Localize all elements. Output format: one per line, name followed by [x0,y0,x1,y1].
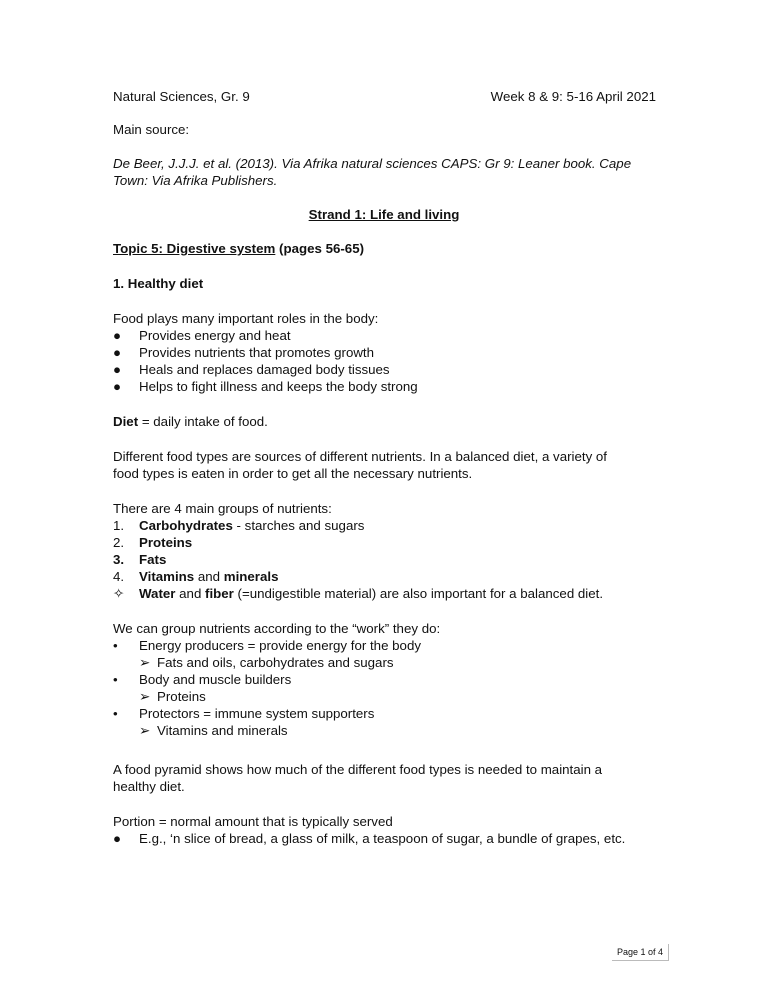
header-right: Week 8 & 9: 5-16 April 2021 [490,89,656,104]
list-item: • Protectors = immune system supporters [113,706,375,721]
bullet-icon: • [113,706,118,721]
list-item: 1. Carbohydrates - starches and sugars [113,518,365,533]
star-icon: ✧ [113,586,125,601]
pyramid-line-1: A food pyramid shows how much of the different food types is needed to maintain a [113,762,603,777]
citation-line-2: Town: Via Afrika Publishers. [113,173,278,188]
food-types-line-2: food types is eaten in order to get all the necessary nutrients. [113,466,473,481]
arrow-icon: ➢ [139,689,151,704]
bullet-icon: ● [113,328,122,343]
groups-intro: We can group nutrients according to the “work” they do: [113,621,441,636]
arrow-icon: ➢ [139,723,151,738]
page-number: Page 1 of 4 [612,944,669,961]
list-item: 2. Proteins [113,535,193,550]
topic-heading [113,240,364,257]
bullet-icon: ● [113,831,122,846]
bullet-icon: • [113,638,118,653]
diet-definition: Diet = daily intake of food. [113,414,268,429]
source-label: Main source: [113,122,190,137]
strand-heading: Strand 1: Life and living [308,207,460,222]
list-item: 4. Vitamins and minerals [113,569,279,584]
bullet-icon: • [113,672,118,687]
nutrients-intro: There are 4 main groups of nutrients: [113,501,332,516]
topic-pages: (pages 56-65) [275,241,365,256]
food-types-line-1: Different food types are sources of different nutrients. In a balanced diet, a variety of [113,449,607,464]
sub-list-item: ➢ Vitamins and minerals [139,723,288,738]
bullet-icon: ● [113,345,122,360]
bullet-icon: ● [113,362,122,377]
list-item: • Energy producers = provide energy for the body [113,638,421,653]
list-item: ● E.g., ‘n slice of bread, a glass of milk, a teaspoon of sugar, a bundle of grapes, etc. [113,831,626,846]
roles-intro: Food plays many important roles in the body: [113,311,379,326]
list-item: • Body and muscle builders [113,672,292,687]
list-item: 3. Fats [113,552,167,567]
arrow-icon: ➢ [139,655,151,670]
topic-title: Topic 5: Digestive system [113,241,276,256]
citation-line-1: De Beer, J.J.J. et al. (2013). Via Afrika natural sciences CAPS: Gr 9: Leaner book. Cape [113,156,632,171]
list-item: ● Heals and replaces damaged body tissues [113,362,390,377]
list-item: ● Provides nutrients that promotes growth [113,345,375,360]
pyramid-line-2: healthy diet. [113,779,185,794]
portion-definition: Portion = normal amount that is typically served [113,814,393,829]
sub-list-item: ➢ Proteins [139,689,206,704]
list-item: ● Provides energy and heat [113,328,291,343]
bullet-icon: ● [113,379,122,394]
section-heading: 1. Healthy diet [113,276,204,291]
list-item: ● Helps to fight illness and keeps the body strong [113,379,418,394]
list-item: ✧ Water and fiber (=undigestible material) are also important for a balanced diet. [113,586,604,601]
header-left: Natural Sciences, Gr. 9 [113,89,250,104]
sub-list-item: ➢ Fats and oils, carbohydrates and sugars [139,655,394,670]
